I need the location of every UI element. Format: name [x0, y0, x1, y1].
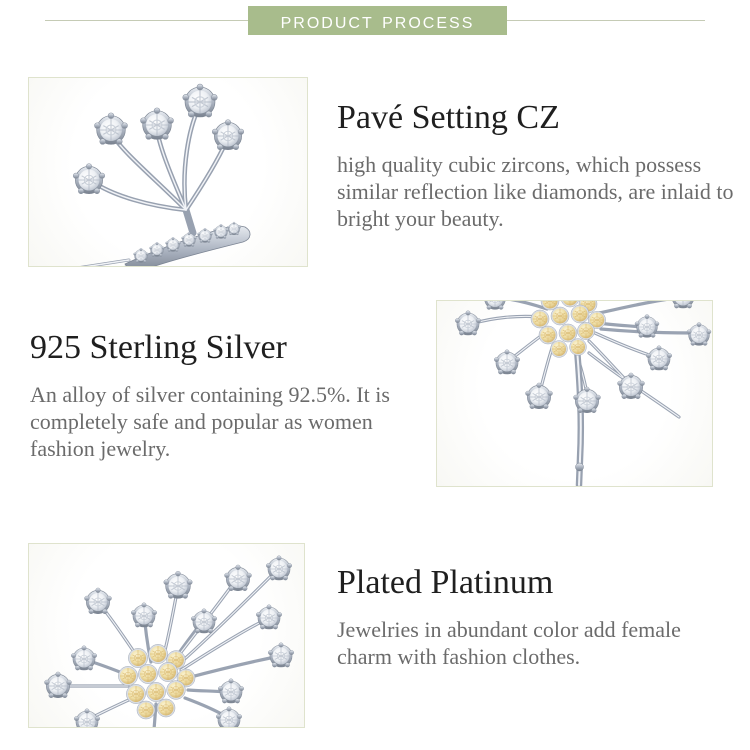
- section-sterling-silver: [30, 328, 415, 462]
- product-photo-sterling-silver: [436, 300, 713, 487]
- section-body: high quality cubic zircons, which possess similar reflection like diamonds, are inlaid to bright your beauty.: [337, 152, 734, 232]
- dandelion-branch-illustration: [29, 78, 307, 266]
- dandelion-flower-illustration-2: [29, 544, 304, 727]
- header-title-box: [248, 6, 507, 35]
- section-body: Jewelries in abundant color add female charm with fashion clothes.: [337, 617, 681, 670]
- page-title: product process: [280, 7, 475, 33]
- section-heading: 925 Sterling Silver: [30, 329, 287, 366]
- section-plated-platinum: [337, 563, 715, 670]
- section-body: An alloy of silver containing 92.5%. It is completely safe and popular as women fashion jewelry.: [30, 382, 390, 462]
- section-pave-setting: [337, 98, 739, 232]
- product-photo-plated-platinum: [28, 543, 305, 728]
- section-heading: Plated Platinum: [337, 564, 554, 601]
- dandelion-flower-illustration: [437, 301, 712, 486]
- section-heading: Pavé Setting CZ: [337, 99, 560, 136]
- product-photo-pave-setting: [28, 77, 308, 267]
